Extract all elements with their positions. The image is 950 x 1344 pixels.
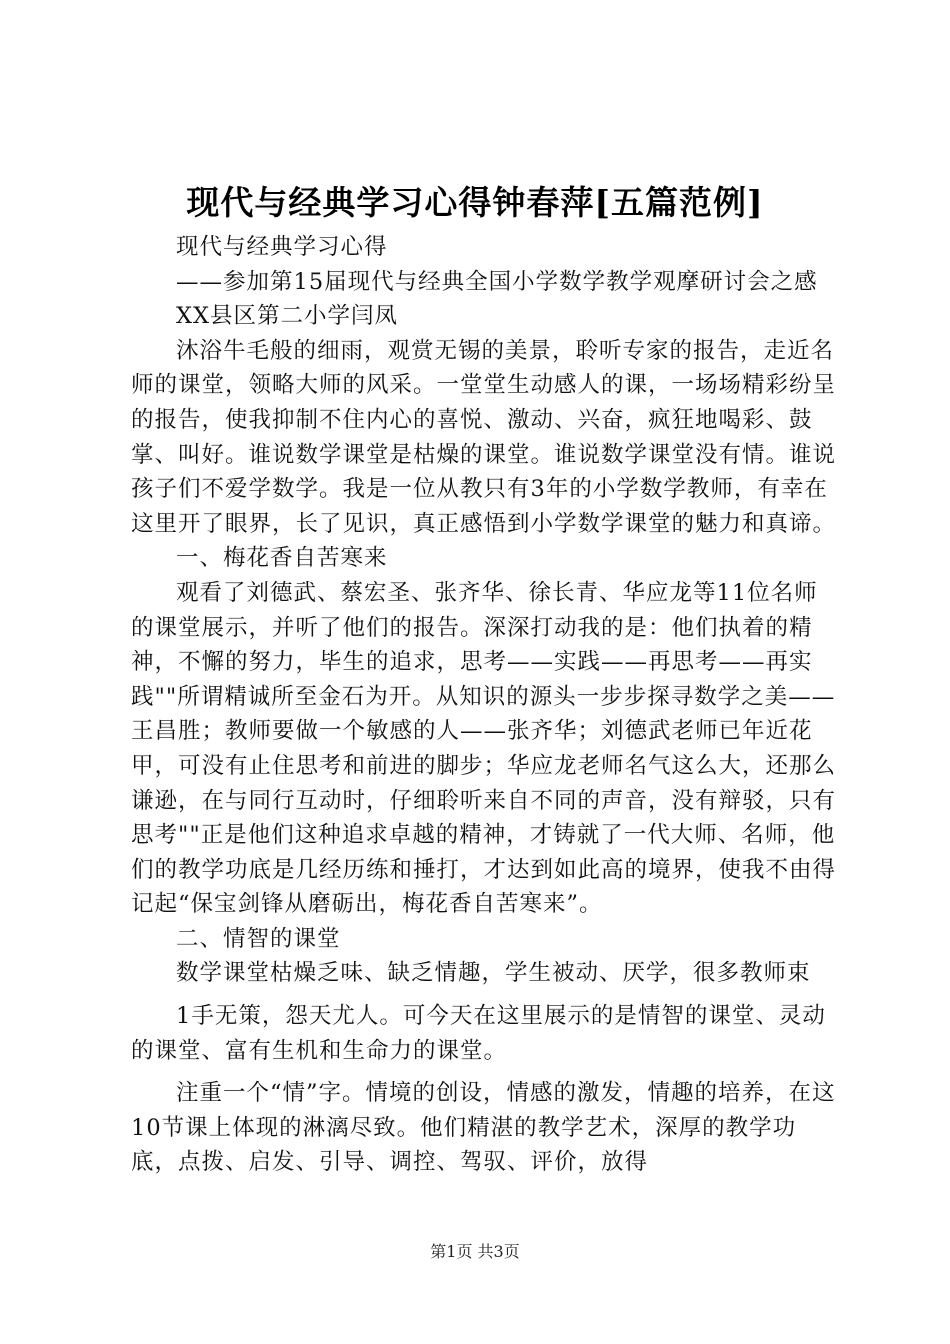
- body-paragraph: 观看了刘德武、蔡宏圣、张齐华、徐长青、华应龙等11位名师的课堂展示，并听了他们的报告。深深打动我的是：他们执着的精神，不懈的努力，毕生的追求，思考——实践——再思考——再实践""所谓精诚所至金石为开。从知识的源头一步步探寻数学之美——王昌胜；教师要做一个敏感的人——张齐华；刘德武老师已年近花甲，可没有止住思考和前进的脚步；华应龙老师名气这么大，还那么谦逊，在与同行互动时，仔细聆听来自不同的声音，没有辩驳，只有思考""正是他们这种追求卓越的精神，才铸就了一代大师、名师，他们的教学功底是几经历练和捶打，才达到如此高的境界，使我不由得记起“保宝剑锋从磨砺出，梅花香自苦寒来”。: [131, 579, 837, 918]
- body-paragraph: 数学课堂枯燥乏味、缺乏情趣，学生被动、厌学，很多教师束: [176, 960, 811, 987]
- document-title: 现代与经典学习心得钟春萍[五篇范例]: [186, 183, 764, 222]
- author-paragraph: XX县区第二小学闫凤: [176, 303, 399, 330]
- body-paragraph: 1手无策，怨天尤人。可今天在这里展示的是情智的课堂、灵动的课堂、富有生机和生命力的课堂。: [131, 1003, 826, 1064]
- subheading-paragraph: ——参加第15届现代与经典全国小学数学教学观摩研讨会之感: [176, 268, 818, 295]
- body-paragraph: 注重一个“情”字。情境的创设，情感的激发，情趣的培养，在这10节课上体现的淋漓尽致。他们精湛的教学艺术，深厚的教学功底，点拨、启发、引导、调控、驾驭、评价，放得: [131, 1080, 836, 1176]
- section-heading: 二、情智的课堂: [176, 925, 341, 952]
- page-footer: 第1页 共3页: [430, 1242, 520, 1261]
- subtitle-paragraph: 现代与经典学习心得: [176, 234, 388, 260]
- section-heading: 一、梅花香自苦寒来: [176, 545, 388, 572]
- document-body: [131, 230, 836, 1180]
- body-paragraph: 沐浴牛毛般的细雨，观赏无锡的美景，聆听专家的报告，走近名师的课堂，领略大师的风采。一堂堂生动感人的课，一场场精彩纷呈的报告，使我抑制不住内心的喜悦、激动、兴奋，疯狂地喝彩、鼓掌、叫好。谁说数学课堂是枯燥的课堂。谁说数学课堂没有情。谁说孩子们不爱学数学。我是一位从教只有3年的小学数学教师，有幸在这里开了眼界，长了见识，真正感悟到小学数学课堂的魅力和真谛。: [131, 337, 837, 537]
